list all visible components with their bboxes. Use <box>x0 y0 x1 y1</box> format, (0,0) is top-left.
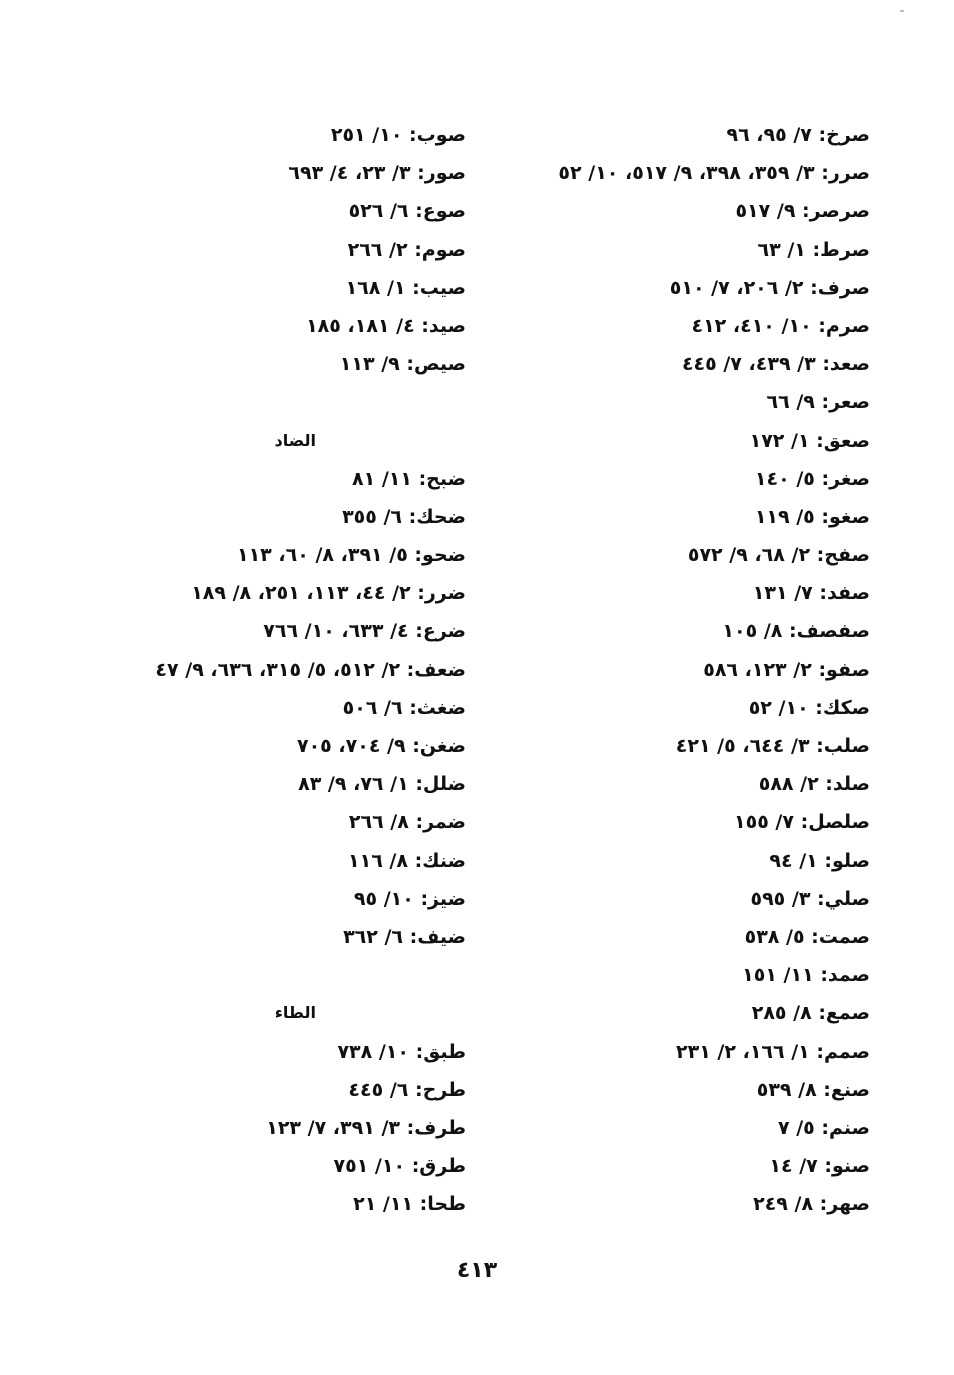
section-gap <box>126 383 466 421</box>
index-entry: صيص: ٩/ ١١٣ <box>339 353 466 376</box>
index-entry: صمت: ٥/ ٥٣٨ <box>744 925 870 948</box>
index-entry: صفد: ٧/ ١٣١ <box>752 582 870 605</box>
index-entry: صرخ: ٧/ ٩٥، ٩٦ <box>726 124 870 146</box>
index-entry: صغو: ٥/ ١١٩ <box>754 505 870 528</box>
index-entry: صيد: ٤/ ١٨١، ١٨٥ <box>306 314 466 337</box>
index-entry: صهر: ٨/ ٢٤٩ <box>753 1193 870 1216</box>
corner-mark <box>900 10 904 12</box>
index-entry: صلي: ٣/ ٥٩٥ <box>750 887 870 910</box>
index-entry: طرح: ٦/ ٤٤٥ <box>348 1078 466 1101</box>
index-entry: ضيف: ٦/ ٣٦٢ <box>343 925 466 948</box>
index-entry: طرق: ١٠/ ٧٥١ <box>333 1155 466 1178</box>
index-entry: طحا: ١١/ ٢١ <box>353 1193 466 1216</box>
right-index-column <box>510 116 870 1223</box>
index-entry: ضحك: ٦/ ٣٥٥ <box>342 505 466 528</box>
index-entry: صلد: ٢/ ٥٨٨ <box>758 773 870 796</box>
index-entry: صرط: ١/ ٦٣ <box>757 238 870 261</box>
index-entry: ضعف: ٢/ ٥١٢، ٥/ ٣١٥، ٦٣٦، ٩/ ٤٧ <box>155 658 466 681</box>
index-entry: صلو: ١/ ٩٤ <box>769 849 870 872</box>
index-entry: طبق: ١٠/ ٧٣٨ <box>337 1040 466 1063</box>
index-entry: صنو: ٧/ ١٤ <box>769 1155 870 1178</box>
index-entry: صمد: ١١/ ١٥١ <box>742 964 870 987</box>
section-heading-ta: الطاء <box>274 1003 316 1023</box>
section-heading-dad: الضاد <box>274 430 316 450</box>
index-entry: صمم: ١/ ١٦٦، ٢/ ٢٣١ <box>676 1040 870 1063</box>
section-gap <box>126 956 466 994</box>
index-entry: صغر: ٥/ ١٤٠ <box>754 467 870 490</box>
index-entry: صفو: ٢/ ١٢٣، ٥٨٦ <box>703 658 870 681</box>
index-entry: صرصر: ٩/ ٥١٧ <box>735 200 870 223</box>
index-entry: ضغن: ٩/ ٧٠٤، ٧٠٥ <box>296 735 466 757</box>
index-entry: ضحو: ٥/ ٣٩١، ٨/ ٦٠، ١١٣ <box>236 544 466 567</box>
index-entry: صوم: ٢/ ٢٦٦ <box>347 238 466 261</box>
index-entry: صوع: ٦/ ٥٢٦ <box>348 200 466 223</box>
index-entry: صعق: ١/ ١٧٢ <box>749 429 870 452</box>
left-index-column <box>126 116 466 1223</box>
index-entry: ضرع: ٤/ ٦٣٣، ١٠/ ٧٦٦ <box>263 620 466 643</box>
index-entry: صلصل: ٧/ ١٥٥ <box>734 811 870 834</box>
page-number: ٤١٣ <box>456 1258 498 1283</box>
index-entry: صمع: ٨/ ٢٨٥ <box>751 1002 870 1025</box>
index-entry: طرف: ٣/ ٣٩١، ٧/ ١٢٣ <box>266 1116 466 1139</box>
index-entry: صكك: ١٠/ ٥٢ <box>748 696 870 719</box>
index-entry: صعد: ٣/ ٤٣٩، ٧/ ٤٤٥ <box>681 353 870 376</box>
index-entry: صور: ٣/ ٢٣، ٤/ ٦٩٣ <box>288 162 466 185</box>
index-entry: صوب: ١٠/ ٢٥١ <box>330 124 466 146</box>
index-entry: ضبح: ١١/ ٨١ <box>352 467 466 490</box>
index-entry: ضمر: ٨/ ٢٦٦ <box>348 811 466 834</box>
index-entry: ضلل: ١/ ٧٦، ٩/ ٨٣ <box>298 773 466 796</box>
index-entry: ضغث: ٦/ ٥٠٦ <box>342 696 466 719</box>
index-entry: صيب: ١/ ١٦٨ <box>345 276 466 299</box>
index-entry: ضيز: ١٠/ ٩٥ <box>353 887 466 910</box>
index-entry: صفصف: ٨/ ١٠٥ <box>722 620 870 643</box>
index-entry: صرر: ٣/ ٣٥٩، ٣٩٨، ٩/ ٥١٧، ١٠/ ٥٢ <box>558 162 870 185</box>
index-entry: صعر: ٩/ ٦٦ <box>766 391 870 414</box>
index-entry: صفح: ٢/ ٦٨، ٩/ ٥٧٢ <box>687 544 870 567</box>
index-entry: صرف: ٢/ ٢٠٦، ٧/ ٥١٠ <box>669 276 870 299</box>
index-entry: ضنك: ٨/ ١١٦ <box>348 849 466 872</box>
index-entry: صنم: ٥/ ٧ <box>777 1116 870 1139</box>
index-entry: صرم: ١٠/ ٤١٠، ٤١٢ <box>691 314 870 337</box>
index-entry: صنع: ٨/ ٥٣٩ <box>756 1078 870 1101</box>
index-entry: ضرر: ٢/ ٤٤، ١١٣، ٢٥١، ٨/ ١٨٩ <box>191 582 466 605</box>
index-entry: صلب: ٣/ ٦٤٤، ٥/ ٤٢١ <box>675 735 870 757</box>
